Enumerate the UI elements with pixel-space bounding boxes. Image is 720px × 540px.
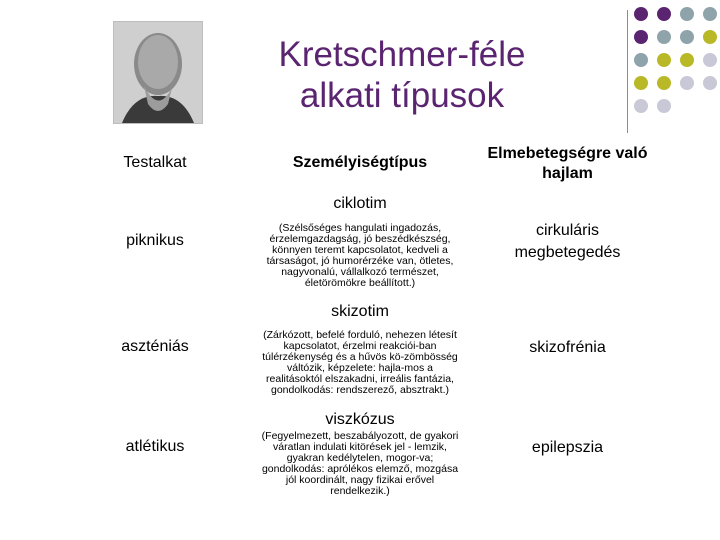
- decor-dot: [680, 53, 694, 67]
- header-illness-line-2: hajlam: [542, 165, 593, 182]
- decor-dot: [634, 99, 648, 113]
- decor-dot: [657, 7, 671, 21]
- temperament-label: viszkózus: [325, 411, 395, 428]
- personality-description: (Szélsőséges hangulati ingadozás, érzelemgazdagság, jó beszédkészség, könnyen teremt kapcsolatot, kedveli a társaságot, jó humorérzéke van, ötletes, nagyvonalú, vállalkozó természet, életörömökre beállított.): [266, 222, 454, 289]
- title-line-1: Kretschmer-féle: [278, 35, 526, 74]
- body-type-label: aszténiás: [121, 338, 189, 355]
- illness-label: [480, 435, 655, 461]
- header-personality-type: Személyiségtípus: [292, 154, 428, 171]
- illness-line-1: skizofrénia: [529, 339, 606, 356]
- personality-description: (Zárkózott, befelé forduló, nehezen létesít kapcsolatot, érzelmi reakciói-ban túlérzékenység és a hűvös kö-zömbösség váltózik, képzelete: hajla-mos a realitásoktól elszakadni, irreális fantázia, gondolkodás: rendszerező, absztrakt.): [262, 329, 458, 396]
- header-body-type: Testalkat: [123, 154, 187, 171]
- decor-dot: [634, 30, 648, 44]
- header-illness-tendency: [470, 140, 665, 188]
- portrait-photo: [113, 21, 203, 124]
- slide-title: [232, 34, 572, 116]
- header-illness-line-1: Elmebetegségre való: [487, 145, 648, 162]
- portrait-illustration: [114, 22, 202, 123]
- title-line-2: alkati típusok: [299, 76, 505, 115]
- decor-dot: [634, 53, 648, 67]
- temperament-label: ciklotim: [333, 195, 387, 212]
- decor-dot: [703, 76, 717, 90]
- decor-dot: [657, 99, 671, 113]
- decor-dot: [703, 53, 717, 67]
- body-type-label: piknikus: [126, 232, 184, 249]
- body-type-label: atlétikus: [125, 438, 185, 455]
- decor-dot: [634, 76, 648, 90]
- decor-dot: [680, 76, 694, 90]
- decor-dot: [657, 30, 671, 44]
- decor-dot: [657, 53, 671, 67]
- decor-dot: [703, 7, 717, 21]
- illness-line-1: cirkuláris: [535, 222, 600, 239]
- decor-dot: [634, 7, 648, 21]
- illness-line-2: megbetegedés: [514, 244, 621, 261]
- illness-line-1: epilepszia: [531, 439, 604, 456]
- decor-dot: [680, 30, 694, 44]
- decor-dot: [680, 7, 694, 21]
- decor-dot: [703, 30, 717, 44]
- personality-description: (Fegyelmezett, beszabályozott, de gyakori váratlan indulati kitörések jel - lemzik, gyakran kedélytelen, mogor-va; gondolkodás: aprólékos elemző, mozgása jól koordinált, nagy fizikai erővel rendelkezik.): [261, 430, 459, 497]
- decor-divider: [627, 10, 628, 133]
- temperament-label: skizotim: [331, 303, 389, 320]
- illness-label: [480, 218, 655, 266]
- decor-dot: [657, 76, 671, 90]
- illness-label: [480, 335, 655, 361]
- decor-dot-grid: [634, 7, 718, 127]
